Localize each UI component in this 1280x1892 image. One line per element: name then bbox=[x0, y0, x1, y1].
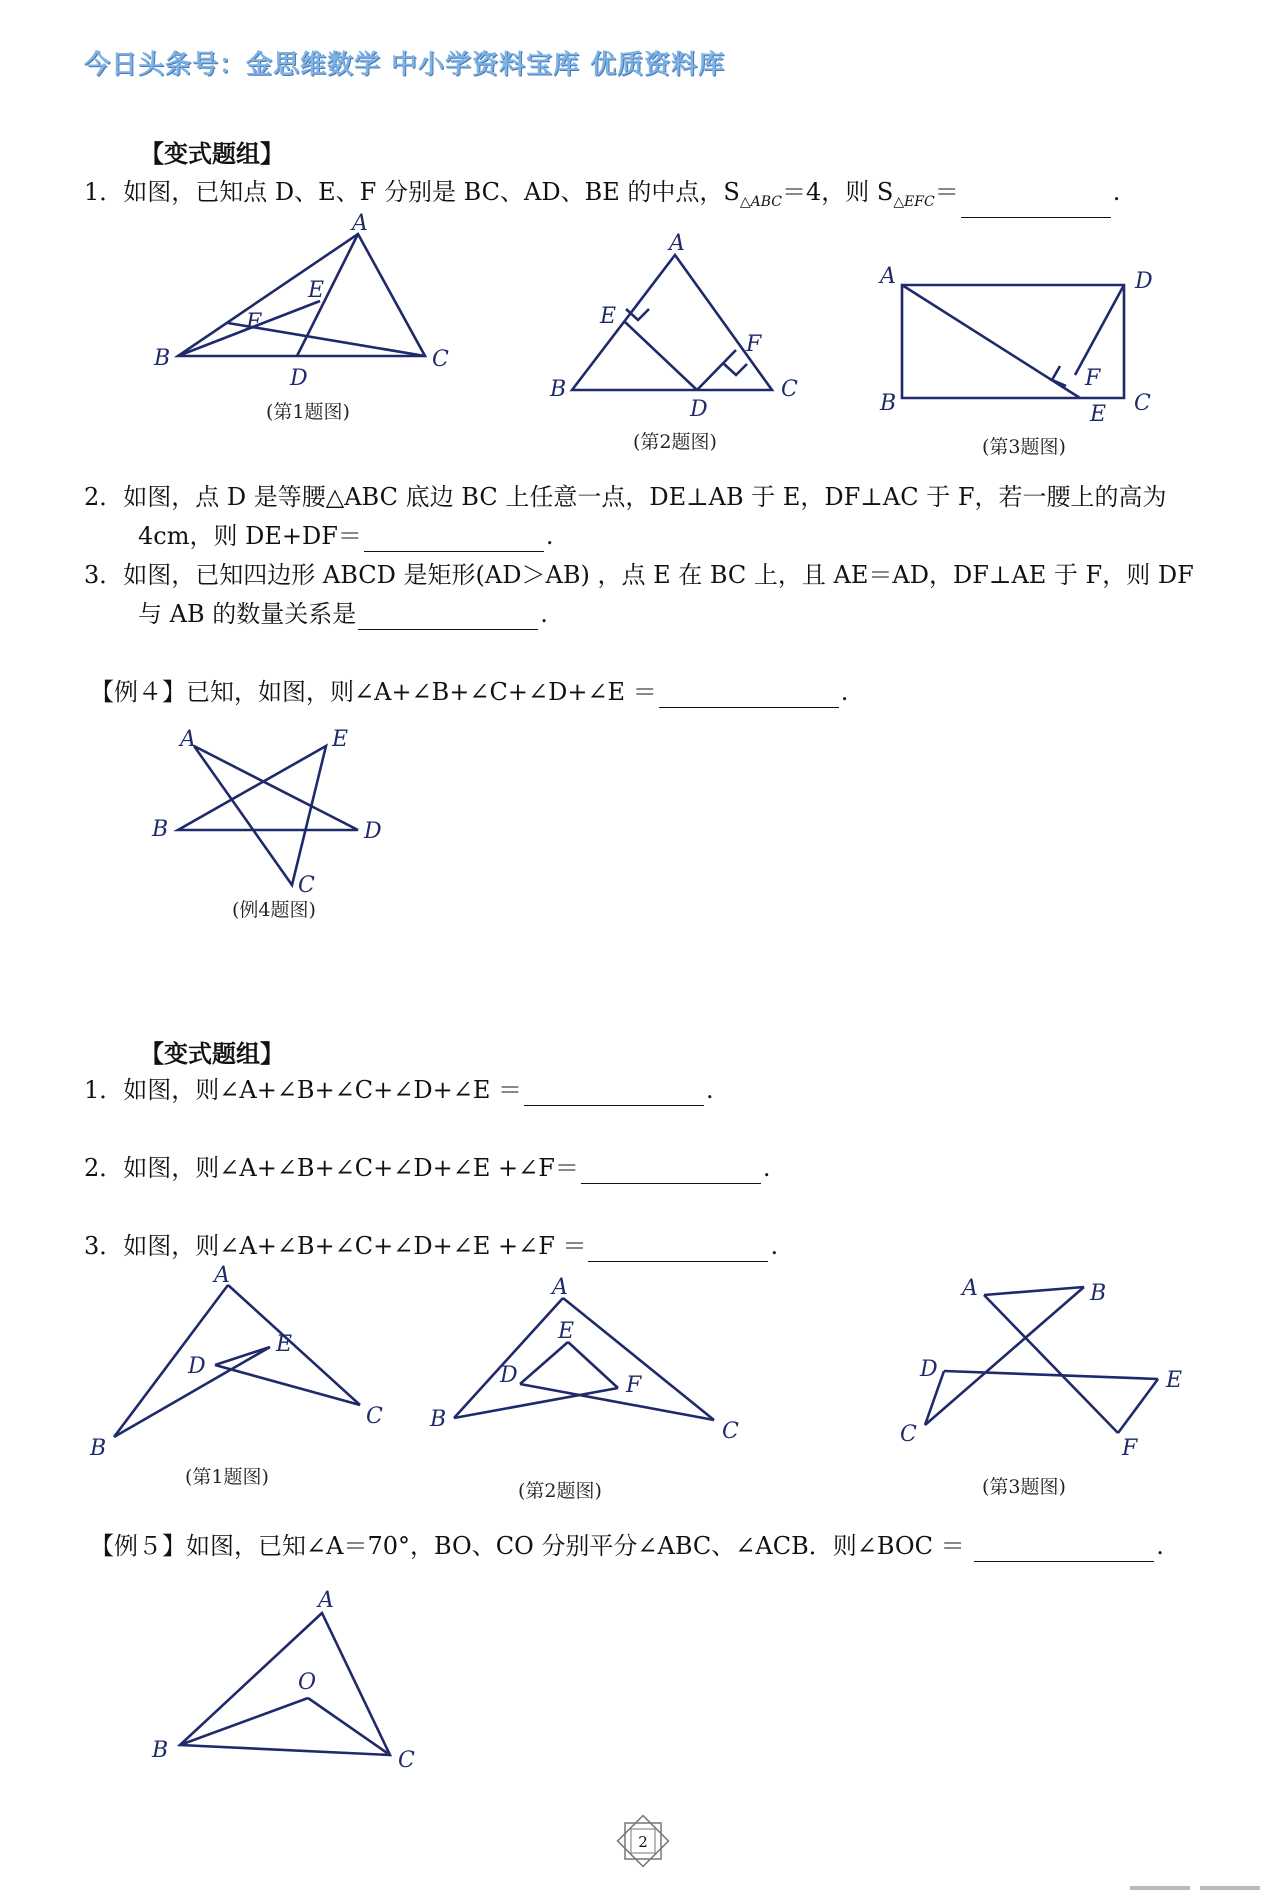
answer-blank[interactable] bbox=[358, 605, 538, 630]
answer-blank[interactable] bbox=[961, 193, 1111, 218]
section-title-variant-1: 【变式题组】 bbox=[140, 139, 284, 168]
figure-q3-rectangle bbox=[880, 264, 1153, 427]
question-1-2: 2．如图，点 D 是等腰△ABC 底边 BC 上任意一点，DE⊥AB 于 E，DF⊥AC 于 F，若一腰上的高为 bbox=[84, 483, 1167, 511]
question-1-3: 3．如图，已知四边形 ABCD 是矩形(AD＞AB) ，点 E 在 BC 上，且 AE＝AD，DF⊥AE 于 F，则 DF bbox=[84, 561, 1194, 589]
figure-q1-triangle bbox=[150, 211, 470, 391]
answer-blank[interactable] bbox=[581, 1159, 761, 1184]
svg-text:E: E bbox=[1166, 1368, 1183, 1393]
svg-text:B: B bbox=[430, 1407, 447, 1432]
svg-text:F: F bbox=[626, 1373, 642, 1398]
svg-text:B: B bbox=[880, 391, 897, 416]
svg-text:C: C bbox=[900, 1422, 917, 1447]
svg-text:E: E bbox=[308, 278, 325, 303]
svg-text:C: C bbox=[366, 1404, 383, 1429]
svg-text:C: C bbox=[298, 873, 315, 898]
svg-text:B: B bbox=[1090, 1281, 1107, 1306]
svg-text:E: E bbox=[558, 1319, 575, 1344]
question-2-3: 3．如图，则∠A+∠B+∠C+∠D+∠E +∠F ＝ . bbox=[84, 1232, 779, 1260]
svg-text:C: C bbox=[781, 377, 798, 402]
svg-text:D: D bbox=[188, 1354, 206, 1379]
svg-text:B: B bbox=[550, 377, 567, 402]
svg-text:B: B bbox=[152, 817, 169, 842]
svg-text:C: C bbox=[398, 1748, 415, 1773]
svg-text:E: E bbox=[276, 1332, 293, 1357]
answer-blank[interactable] bbox=[364, 527, 544, 552]
figure-caption: (第1题图) bbox=[185, 1466, 269, 1488]
figure-caption: (第3题图) bbox=[982, 436, 1066, 458]
figure-v2-q2 bbox=[420, 1275, 750, 1460]
question-1-1: 1．如图，已知点 D、E、F 分别是 BC、AD、BE 的中点，$S_{\triangle ABC}=4$，则 $S_{\triangle EFC}=$ . bbox=[84, 176, 1120, 218]
figure-caption: (第3题图) bbox=[982, 1476, 1066, 1498]
figure-v2-q3 bbox=[900, 1275, 1200, 1465]
question-2-2: 2．如图，则∠A+∠B+∠C+∠D+∠E +∠F＝ . bbox=[84, 1154, 771, 1182]
svg-text:A: A bbox=[669, 231, 685, 256]
svg-text:E: E bbox=[1090, 402, 1107, 427]
svg-text:B: B bbox=[90, 1436, 107, 1461]
svg-text:A: A bbox=[552, 1275, 568, 1300]
svg-text:F: F bbox=[746, 332, 762, 357]
figure-v2-q1 bbox=[90, 1263, 400, 1461]
svg-text:A: A bbox=[352, 211, 368, 236]
svg-text:A: A bbox=[180, 727, 196, 752]
svg-text:O: O bbox=[298, 1670, 317, 1695]
answer-blank[interactable] bbox=[974, 1537, 1154, 1562]
answer-blank[interactable] bbox=[659, 683, 839, 708]
svg-text:C: C bbox=[432, 347, 449, 372]
figure-caption: (第2题图) bbox=[518, 1480, 602, 1502]
svg-text:D: D bbox=[1135, 269, 1153, 294]
svg-text:E: E bbox=[332, 727, 349, 752]
svg-text:D: D bbox=[920, 1357, 938, 1382]
answer-blank[interactable] bbox=[588, 1237, 768, 1262]
figure-q2-isosceles bbox=[550, 231, 810, 422]
svg-text:B: B bbox=[154, 346, 171, 371]
svg-text:D: D bbox=[364, 819, 382, 844]
question-1-2-cont: 4cm，则 DE+DF＝ . bbox=[138, 522, 554, 550]
page-number-ornament bbox=[615, 1813, 671, 1869]
answer-blank[interactable] bbox=[524, 1081, 704, 1106]
svg-text:D: D bbox=[500, 1363, 518, 1388]
page-header: 今日头条号：金思维数学 中小学资料宝库 优质资料库 bbox=[84, 50, 726, 80]
svg-text:C: C bbox=[722, 1419, 739, 1444]
svg-text:A: A bbox=[962, 1276, 978, 1301]
svg-text:B: B bbox=[152, 1738, 169, 1763]
figure-example4-star bbox=[150, 727, 390, 898]
svg-text:A: A bbox=[318, 1588, 334, 1613]
figure-caption: (第2题图) bbox=[633, 431, 717, 453]
svg-text:F: F bbox=[1085, 366, 1101, 391]
question-2-1: 1．如图，则∠A+∠B+∠C+∠D+∠E ＝ . bbox=[84, 1076, 714, 1104]
svg-text:F: F bbox=[246, 310, 262, 335]
svg-text:A: A bbox=[880, 264, 896, 289]
figure-caption: (例4题图) bbox=[232, 899, 316, 921]
figure-caption: (第1题图) bbox=[266, 401, 350, 423]
viewer-toolbar-marks bbox=[1130, 1884, 1270, 1892]
svg-text:D: D bbox=[290, 366, 308, 391]
svg-text:E: E bbox=[600, 304, 617, 329]
svg-text:D: D bbox=[690, 397, 708, 422]
question-1-3-cont: 与 AB 的数量关系是 . bbox=[138, 600, 548, 628]
example-5: 【例５】如图，已知∠A＝70°，BO、CO 分别平分∠ABC、∠ACB．则∠BOC ＝ . bbox=[90, 1532, 1164, 1560]
figure-example5-triangle bbox=[150, 1585, 430, 1775]
example-4: 【例４】已知，如图，则∠A+∠B+∠C+∠D+∠E ＝ . bbox=[90, 678, 849, 706]
svg-text:A: A bbox=[214, 1263, 230, 1288]
section-title-variant-2: 【变式题组】 bbox=[140, 1039, 284, 1068]
page-number: 2 bbox=[638, 1833, 648, 1851]
svg-text:F: F bbox=[1122, 1436, 1138, 1461]
svg-text:C: C bbox=[1134, 391, 1151, 416]
